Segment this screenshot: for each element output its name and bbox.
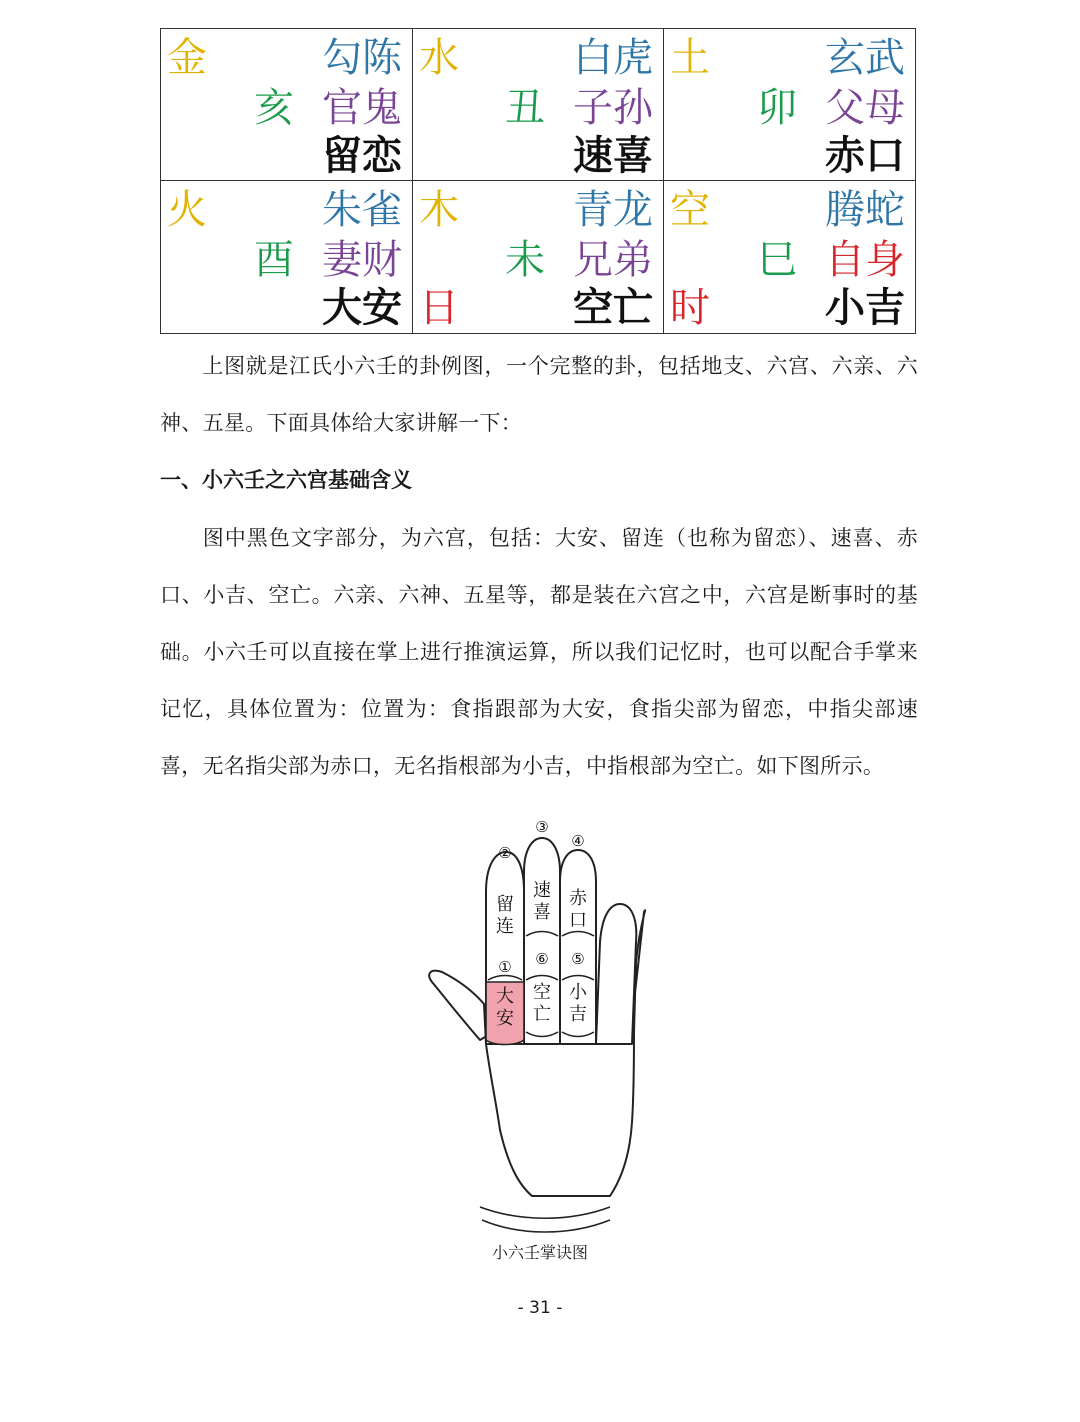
gua-cell (161, 181, 413, 333)
label-base-index: 大安 (496, 986, 514, 1029)
gua-cell (413, 29, 664, 181)
cell-spirit: 腾蛇 (825, 187, 905, 233)
cell-branch: 巳 (757, 237, 797, 283)
palm-diagram (420, 812, 660, 1242)
cell-relation: 妻财 (322, 237, 402, 283)
page-number: - 31 - (517, 1298, 563, 1318)
label-tip-index: 留连 (496, 894, 514, 937)
label-base-ring: 小吉 (569, 982, 587, 1025)
cell-branch: 亥 (254, 85, 294, 131)
cell-palace: 大安 (322, 285, 402, 331)
cell-element: 金 (167, 35, 207, 81)
label-tip-middle: 速喜 (533, 880, 551, 923)
cell-spirit: 朱雀 (322, 187, 402, 233)
cell-element: 木 (419, 187, 459, 233)
num-tip-middle: ③ (535, 818, 549, 836)
cell-palace: 小吉 (825, 285, 905, 331)
cell-star: 时 (670, 285, 710, 331)
body-text: 图中黑色文字部分，为六宫，包括：大安、留连（也称为留恋）、速喜、赤口、小吉、空亡。六亲、六神、五星等，都是装在六宫之中，六宫是断事时的基础。小六壬可以直接在掌上进行推演运算，所以我们记忆时，也可以配合手掌来记忆，具体位置为：位置为：食指跟部为大安，食指尖部为留恋，中指尖部速喜，无名指尖部为赤口，无名指根部为小吉，中指根部为空亡。如下图所示。 (160, 526, 918, 778)
cell-branch: 丑 (505, 85, 545, 131)
cell-branch: 酉 (254, 237, 294, 283)
num-base-index: ① (498, 958, 512, 976)
cell-spirit: 勾陈 (322, 35, 402, 81)
intro-text: 上图就是江氏小六壬的卦例图，一个完整的卦，包括地支、六宫、六亲、六神、五星。下面具体给大家讲解一下： (160, 354, 918, 435)
num-base-middle: ⑥ (535, 950, 549, 968)
num-tip-ring: ④ (571, 832, 585, 850)
cell-element: 水 (419, 35, 459, 81)
cell-spirit: 玄武 (825, 35, 905, 81)
cell-element: 火 (167, 187, 207, 233)
cell-palace: 空亡 (573, 285, 653, 331)
gua-cell (664, 29, 915, 181)
cell-relation: 自身 (825, 237, 905, 283)
cell-spirit: 青龙 (573, 187, 653, 233)
cell-branch: 未 (505, 237, 545, 283)
cell-relation: 父母 (825, 85, 905, 131)
num-base-ring: ⑤ (571, 950, 585, 968)
figure-caption: 小六壬掌诀图 (491, 1243, 588, 1262)
gua-cell (161, 29, 413, 181)
cell-palace: 速喜 (573, 133, 653, 179)
gua-cell (413, 181, 664, 333)
num-tip-index: ② (498, 844, 512, 862)
gua-cell (664, 181, 915, 333)
cell-star: 日 (419, 285, 459, 331)
cell-relation: 子孙 (573, 85, 653, 131)
cell-element: 空 (670, 187, 710, 233)
label-base-middle: 空亡 (533, 982, 551, 1025)
label-tip-ring: 赤口 (569, 888, 587, 931)
cell-spirit: 白虎 (573, 35, 653, 81)
little-finger (596, 904, 636, 1044)
gua-example-table (160, 28, 916, 334)
cell-palace: 留恋 (322, 133, 402, 179)
cell-branch: 卯 (757, 85, 797, 131)
section-heading: 一、小六壬之六宫基础含义 (160, 468, 412, 492)
body-paragraph (160, 510, 918, 795)
cell-relation: 兄弟 (573, 237, 653, 283)
cell-element: 土 (670, 35, 710, 81)
cell-relation: 官鬼 (322, 85, 402, 131)
cell-palace: 赤口 (825, 133, 905, 179)
intro-paragraph (160, 338, 918, 452)
